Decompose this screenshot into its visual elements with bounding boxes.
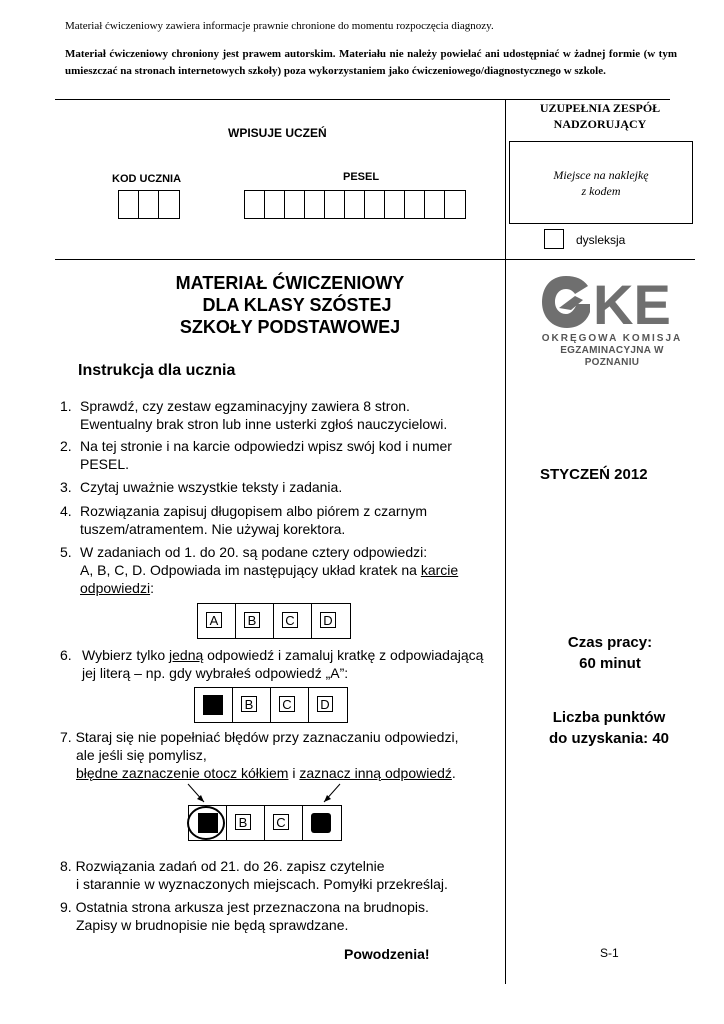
option-c-box: C: [282, 612, 298, 628]
instructions-heading: Instrukcja dla ucznia: [78, 362, 236, 379]
pesel-cell[interactable]: [425, 191, 445, 218]
svg-text:KE: KE: [593, 274, 671, 330]
pesel-label: PESEL: [343, 171, 380, 183]
oke-logo-subtitle: OKRĘGOWA KOMISJA EGZAMINACYJNA W POZNANIU: [541, 333, 683, 368]
oke-logo: [541, 274, 683, 330]
instruction-8: 8. Rozwiązania zadań od 21. do 26. zapisz czytelnie i starannie w wyznaczonych miejscach. Pomyłki przekreślaj.: [60, 858, 448, 892]
pesel-cell[interactable]: [385, 191, 405, 218]
max-points: Liczba punktów do uzyskania: 40: [548, 709, 670, 747]
filled-option-a: [203, 695, 223, 715]
copyright-notice: Materiał ćwiczeniowy chroniony jest prawem autorskim. Materiału nie należy powielać ani udostępniać w żadnej formie (w tym umieszczać na stronach internetowych szkoły) poza wykorzystaniem jako ćwiczeniowego/diagnostycznego w szkole.: [65, 48, 677, 77]
student-heading: WPISUJE UCZEŃ: [228, 126, 327, 140]
option-a-box: A: [206, 612, 222, 628]
option-d-box: D: [317, 696, 333, 712]
instruction-3: 3. Czytaj uważnie wszystkie teksty i zadania.: [60, 479, 343, 495]
dyslexia-checkbox[interactable]: [544, 229, 564, 249]
filled-option-d: [311, 813, 331, 833]
confidentiality-notice: Materiał ćwiczeniowy zawiera informacje prawnie chronione do momentu rozpoczęcia diagnozy.: [65, 20, 494, 32]
instruction-2: 2. Na tej stronie i na karcie odpowiedzi wpisz swój kod i numer PESEL.: [60, 438, 452, 472]
answer-grid-example: [197, 603, 351, 639]
sidebar-divider: [505, 99, 506, 984]
instruction-7: 7. Staraj się nie popełniać błędów przy zaznaczaniu odpowiedzi, ale jeśli się pomylisz, błędne zaznaczenie otocz kółkiem i zaznacz inną odpowiedź.: [60, 729, 459, 781]
pesel-cell[interactable]: [345, 191, 365, 218]
option-b-box: B: [241, 696, 257, 712]
answer-grid-correction-example: [188, 805, 342, 841]
code-cell[interactable]: [119, 191, 139, 218]
option-d-box: D: [320, 612, 336, 628]
instruction-4: 4. Rozwiązania zapisuj długopisem albo piórem z czarnym tuszem/atramentem. Nie używaj korektora.: [60, 503, 428, 537]
code-cell[interactable]: [139, 191, 159, 218]
option-c-box: C: [273, 814, 289, 830]
pesel-cell[interactable]: [365, 191, 385, 218]
oke-logo-mark: [541, 274, 683, 330]
pesel-cell[interactable]: [405, 191, 425, 218]
pesel-boxes[interactable]: [244, 190, 466, 219]
exam-date: STYCZEŃ 2012: [540, 466, 648, 483]
option-b-box: B: [235, 814, 251, 830]
circle-mark-icon: [186, 803, 230, 843]
option-b-box: B: [244, 612, 260, 628]
code-cell[interactable]: [159, 191, 179, 218]
pesel-cell[interactable]: [325, 191, 345, 218]
instruction-1: 1. Sprawdź, czy zestaw egzaminacyjny zawiera 8 stron. Ewentualny brak stron lub inne usterki zgłoś nauczycielowi.: [60, 398, 448, 432]
form-bottom-divider: [55, 259, 695, 260]
page-title: MATERIAŁ ĆWICZENIOWY DLA KLASY SZÓSTEJ SZKOŁY PODSTAWOWEJ: [175, 273, 405, 337]
instruction-5: 5. W zadaniach od 1. do 20. są podane cztery odpowiedzi: A, B, C, D. Odpowiada im następujący układ kratek na karcie odpowiedzi:: [60, 544, 459, 596]
instruction-6: 6. Wybierz tylko jedną odpowiedź i zamaluj kratkę z odpowiadającą jej literą – np. gdy wybrałeś odpowiedź „A”:: [60, 647, 484, 681]
work-time: Czas pracy: 60 minut: [567, 634, 653, 672]
instruction-9: 9. Ostatnia strona arkusza jest przeznaczona na brudnopis. Zapisy w brudnopisie nie będą sprawdzane.: [60, 899, 429, 933]
pesel-cell[interactable]: [245, 191, 265, 218]
supervisor-heading: UZUPEŁNIA ZESPÓŁ NADZORUJĄCY: [539, 101, 661, 131]
student-code-boxes[interactable]: [118, 190, 180, 219]
pesel-cell[interactable]: [265, 191, 285, 218]
dyslexia-label: dysleksja: [576, 233, 626, 247]
pesel-cell[interactable]: [445, 191, 465, 218]
page-number: S-1: [600, 946, 619, 960]
student-code-label: KOD UCZNIA: [112, 173, 182, 185]
answer-grid-filled-example: [194, 687, 348, 723]
sticker-box: Miejsce na naklejkę z kodem: [509, 141, 693, 224]
pesel-cell[interactable]: [285, 191, 305, 218]
pesel-cell[interactable]: [305, 191, 325, 218]
option-c-box: C: [279, 696, 295, 712]
good-luck-text: Powodzenia!: [344, 946, 430, 962]
